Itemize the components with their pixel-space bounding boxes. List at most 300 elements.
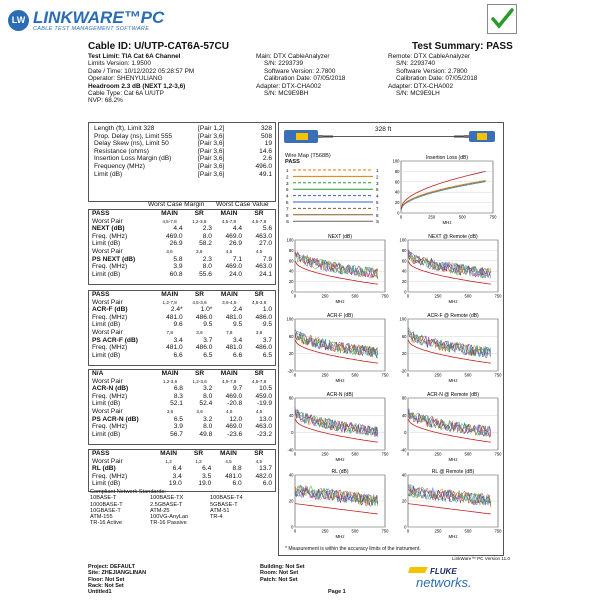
y-tick-label: 20 bbox=[401, 279, 407, 285]
standard-item bbox=[210, 520, 270, 526]
section-row bbox=[90, 465, 274, 473]
x-tick-label: 250 bbox=[321, 293, 329, 299]
row-label: Freq. (MHz) bbox=[92, 423, 128, 431]
linkware-logo: LINKWARE™PC bbox=[33, 8, 165, 27]
row-value: 3,6-4,5 bbox=[222, 299, 237, 305]
footer-room: Room: Not Set bbox=[260, 570, 299, 577]
row-value: 26.9 bbox=[169, 240, 183, 248]
section-row bbox=[90, 344, 274, 352]
chart bbox=[394, 232, 502, 306]
row-value: 7.1 bbox=[232, 255, 242, 263]
row-value: 4,5-7,8 bbox=[222, 378, 237, 384]
row-value: 8.0 bbox=[203, 392, 213, 400]
row-value: 52.4 bbox=[199, 400, 213, 408]
row-value: 13.7 bbox=[259, 465, 272, 473]
standard-item: ATM-51 bbox=[210, 507, 230, 514]
x-axis-label: MHz bbox=[442, 220, 452, 225]
basic-pair: [Pair 3,6] bbox=[198, 155, 225, 163]
row-value: 9.5 bbox=[203, 321, 213, 329]
section-column-header: SR bbox=[254, 291, 264, 298]
y-tick-label: 0 bbox=[291, 430, 294, 436]
chart-title: NEXT (dB) bbox=[327, 234, 353, 240]
wire-map-left-pin: 3 bbox=[286, 180, 289, 186]
main-software: Software Version: 2.7800 bbox=[264, 67, 336, 75]
row-value: 5.6 bbox=[262, 225, 272, 233]
row-value: 27.0 bbox=[259, 240, 272, 248]
row-label: Freq. (MHz) bbox=[92, 344, 128, 352]
y-tick-label: 60 bbox=[401, 258, 407, 264]
row-value: 60.8 bbox=[169, 270, 183, 278]
row-value: 3,6 bbox=[255, 329, 263, 335]
fluke-networks-logo bbox=[408, 565, 504, 587]
row-label: Limit (dB) bbox=[92, 400, 121, 408]
basic-row bbox=[92, 171, 274, 179]
row-value: 55.6 bbox=[199, 270, 212, 278]
network-standards bbox=[90, 489, 274, 527]
section-row bbox=[90, 385, 274, 393]
row-value: 13.0 bbox=[259, 415, 272, 423]
margin-section bbox=[88, 209, 276, 285]
x-axis-label: MHz bbox=[335, 299, 345, 304]
footer-project: Project: DEFAULT bbox=[88, 564, 135, 570]
row-value: 469.0 bbox=[166, 232, 183, 240]
row-label: Freq. (MHz) bbox=[92, 232, 128, 240]
summary-main-unit bbox=[256, 53, 345, 97]
basic-pair: [Pair 1,2] bbox=[198, 125, 225, 132]
y-tick-label: 40 bbox=[288, 472, 294, 478]
row-value: 4.4 bbox=[232, 225, 242, 233]
x-tick-label: 250 bbox=[428, 214, 436, 220]
section-row bbox=[90, 400, 274, 408]
row-value: 8.0 bbox=[202, 263, 212, 271]
x-tick-label: 0 bbox=[406, 372, 410, 378]
row-value: 1,2 bbox=[195, 458, 202, 464]
row-value: 3,6 bbox=[196, 408, 203, 414]
x-axis-label: MHz bbox=[335, 534, 345, 539]
row-value: 2.4* bbox=[170, 306, 183, 314]
basic-pair: [Pair 3,6] bbox=[198, 170, 225, 178]
row-label: ACR-F (dB) bbox=[92, 306, 128, 314]
chart-title: NEXT @ Remote (dB) bbox=[428, 234, 478, 240]
row-value: 1.0* bbox=[200, 306, 213, 314]
section-row bbox=[90, 299, 274, 307]
row-value: 5.8 bbox=[173, 255, 183, 263]
row-value: 8.3 bbox=[173, 392, 183, 400]
row-value: 3.7 bbox=[262, 336, 272, 344]
x-tick-label: 0 bbox=[399, 214, 403, 220]
limits-version: Limits Version: 1.9500 bbox=[88, 60, 151, 68]
networks-brand: networks. bbox=[416, 575, 472, 589]
cable-type: Cable Type: Cat 6A U/UTP bbox=[88, 90, 164, 98]
basic-pair: [Pair 3,6] bbox=[198, 147, 225, 155]
row-value: 481.0 bbox=[166, 344, 183, 352]
x-tick-label: 750 bbox=[381, 528, 389, 534]
wire-map-diagram bbox=[285, 165, 383, 225]
row-value: 9.5 bbox=[233, 321, 243, 329]
y-tick-label: 40 bbox=[394, 189, 400, 195]
x-tick-label: 250 bbox=[321, 451, 329, 457]
section-row bbox=[90, 225, 274, 233]
section-row bbox=[90, 248, 274, 256]
row-label: ACR-N (dB) bbox=[92, 385, 129, 393]
standards-grid bbox=[90, 495, 274, 526]
wire-map-right-pin: 1 bbox=[376, 168, 379, 173]
chart-title: Insertion Loss (dB) bbox=[426, 155, 468, 161]
y-tick-label: -20 bbox=[287, 368, 294, 374]
section-column-header: MAIN bbox=[220, 291, 238, 298]
x-tick-label: 750 bbox=[381, 451, 389, 457]
operator: Operator: SHENYULIANG bbox=[88, 75, 163, 83]
section-row bbox=[90, 408, 274, 416]
basic-row bbox=[92, 148, 274, 156]
row-value: 6.5 bbox=[262, 351, 272, 359]
row-value: 3.7 bbox=[203, 336, 213, 344]
row-value: 3.4 bbox=[172, 472, 182, 480]
row-value: 56.7 bbox=[170, 430, 183, 438]
row-value: 6.0 bbox=[232, 480, 242, 488]
basic-measurements-box bbox=[88, 122, 276, 202]
section-row bbox=[90, 233, 274, 241]
pass-check-icon bbox=[487, 4, 517, 34]
row-value: 486.0 bbox=[255, 344, 272, 352]
wire-map-title: Wire Map (T568B) bbox=[285, 153, 331, 159]
footer-building: Building: Not Set bbox=[260, 564, 305, 570]
standard-item: 1000BASE-T bbox=[90, 501, 123, 508]
main-adapter-sn: S/N: MC9E9BH bbox=[264, 90, 309, 98]
row-label: PS ACR-F (dB) bbox=[92, 336, 138, 344]
x-axis-label: MHz bbox=[448, 457, 458, 462]
x-tick-label: 500 bbox=[464, 293, 472, 299]
basic-row bbox=[92, 155, 274, 163]
row-value: 481.0 bbox=[225, 472, 242, 480]
margin-section bbox=[88, 290, 276, 366]
chart bbox=[394, 390, 502, 464]
row-value: 6.5 bbox=[203, 351, 213, 359]
x-tick-label: 0 bbox=[406, 293, 410, 299]
y-tick-label: 0 bbox=[291, 289, 294, 295]
row-value: 6.0 bbox=[262, 480, 272, 488]
row-value: 6.4 bbox=[172, 465, 182, 473]
chart bbox=[281, 311, 389, 385]
row-label: RL (dB) bbox=[92, 465, 116, 473]
x-tick-label: 750 bbox=[381, 372, 389, 378]
section-column-header: MAIN bbox=[161, 370, 179, 377]
y-tick-label: 20 bbox=[288, 498, 294, 504]
wire-map-right-pin: S bbox=[376, 219, 380, 225]
footer-page: Page 1 bbox=[328, 589, 346, 596]
remote-adapter: Adapter: DTX-CHA002 bbox=[388, 82, 453, 90]
main-unit: Main: DTX CableAnalyzer bbox=[256, 53, 330, 60]
chart bbox=[281, 390, 389, 464]
section-column-header: MAIN bbox=[161, 291, 179, 298]
row-label: Limit (dB) bbox=[92, 480, 121, 488]
x-tick-label: 500 bbox=[351, 451, 359, 457]
y-tick-label: 100 bbox=[399, 237, 407, 243]
wire-map-left-pin: 8 bbox=[286, 212, 289, 218]
section-row bbox=[90, 256, 274, 264]
section-column-header: MAIN bbox=[160, 450, 177, 457]
x-tick-label: 750 bbox=[494, 528, 502, 534]
row-label: NEXT (dB) bbox=[92, 225, 125, 233]
y-tick-label: 60 bbox=[394, 179, 400, 185]
section-row bbox=[90, 473, 274, 481]
standard-item: TR-16 Passive bbox=[150, 520, 187, 527]
row-label: Freq. (MHz) bbox=[92, 313, 128, 321]
row-label: Worst Pair bbox=[92, 328, 123, 336]
row-value: 4,5-7,8 bbox=[221, 218, 237, 224]
x-axis-label: MHz bbox=[448, 378, 458, 383]
y-tick-label: 40 bbox=[288, 412, 294, 418]
version-note: LinkWare™ PC Version 11.0 bbox=[452, 556, 510, 561]
section-row bbox=[90, 416, 274, 424]
basic-row bbox=[92, 125, 274, 133]
row-value: 3.2 bbox=[203, 385, 213, 393]
row-value: -19.9 bbox=[256, 400, 272, 408]
y-tick-label: -20 bbox=[400, 368, 407, 374]
wire-map-right-pin: 8 bbox=[376, 212, 379, 218]
row-value: 463.0 bbox=[255, 263, 272, 271]
row-value: 6.6 bbox=[173, 351, 183, 359]
section-row bbox=[90, 458, 274, 466]
standard-item: ATM-155 bbox=[90, 514, 113, 521]
row-value: 3.2 bbox=[203, 415, 213, 423]
y-tick-label: 100 bbox=[392, 158, 400, 164]
basic-label: Limit (dB) bbox=[94, 170, 123, 178]
section-column-header: SR bbox=[194, 210, 204, 217]
standard-item: 2.5GBASE-T bbox=[150, 501, 183, 508]
row-label: PS ACR-N (dB) bbox=[92, 415, 139, 423]
y-tick-label: 20 bbox=[401, 351, 407, 357]
row-label: Limit (dB) bbox=[92, 430, 121, 438]
y-tick-label: 0 bbox=[404, 524, 407, 530]
section-column-header: SR bbox=[254, 210, 264, 217]
x-tick-label: 250 bbox=[434, 293, 442, 299]
row-label: Worst Pair bbox=[92, 457, 123, 465]
row-value: 8.0 bbox=[202, 232, 212, 240]
footer-mid bbox=[260, 564, 346, 595]
footer-floor: Floor: Not Set bbox=[88, 576, 125, 583]
section-row bbox=[90, 352, 274, 360]
x-tick-label: 0 bbox=[293, 528, 297, 534]
row-value: 4,5 bbox=[255, 458, 263, 464]
row-value: 1,2-3,6 bbox=[162, 378, 178, 384]
chart bbox=[281, 467, 389, 541]
standard-item: 100VG-AnyLan bbox=[150, 514, 189, 521]
row-value: 486.0 bbox=[195, 313, 213, 321]
row-value: 7,8 bbox=[166, 329, 173, 335]
row-value: 1,2-3,6 bbox=[192, 378, 207, 384]
section-status: PASS bbox=[92, 210, 110, 217]
x-tick-label: 0 bbox=[406, 451, 410, 457]
nvp: NVP: 68.2% bbox=[88, 97, 123, 105]
row-value: 463.0 bbox=[255, 232, 272, 240]
section-column-header: SR bbox=[254, 450, 264, 457]
row-label: Limit (dB) bbox=[92, 240, 121, 248]
y-tick-label: 20 bbox=[394, 200, 400, 206]
wire-map-left-pin: 5 bbox=[286, 200, 289, 205]
row-label: Worst Pair bbox=[92, 247, 123, 255]
row-value: 486.0 bbox=[255, 313, 272, 321]
basic-value: 14.6 bbox=[259, 147, 272, 155]
row-value: 6.4 bbox=[202, 465, 212, 473]
basic-value: 328 bbox=[260, 125, 272, 132]
row-value: 9.7 bbox=[232, 385, 243, 393]
margin-section bbox=[88, 449, 276, 492]
wire-map bbox=[285, 153, 385, 226]
row-value: 3,6 bbox=[166, 248, 173, 254]
x-axis-label: MHz bbox=[448, 299, 458, 304]
x-tick-label: 0 bbox=[406, 528, 410, 534]
x-tick-label: 750 bbox=[494, 372, 502, 378]
row-value: 3.5 bbox=[202, 472, 212, 480]
row-value: 469.0 bbox=[225, 392, 243, 400]
section-row bbox=[90, 240, 274, 248]
row-value: 4,5 bbox=[226, 408, 233, 414]
x-tick-label: 250 bbox=[321, 372, 329, 378]
row-value: 10.5 bbox=[259, 385, 272, 393]
y-tick-label: 0 bbox=[291, 524, 294, 530]
chart-title: ACR-F @ Remote (dB) bbox=[427, 313, 479, 319]
section-column-header: MAIN bbox=[161, 210, 178, 217]
row-label: PS NEXT (dB) bbox=[92, 255, 136, 263]
section-row bbox=[90, 480, 274, 488]
basic-value: 19 bbox=[264, 140, 272, 148]
footer-file: Untitled1 bbox=[88, 589, 112, 596]
section-column-header: SR bbox=[194, 291, 205, 298]
row-value: 3.9 bbox=[173, 263, 183, 271]
y-tick-label: 80 bbox=[394, 168, 400, 174]
footer-site: Site: ZHEJIANGLINAN bbox=[88, 570, 147, 577]
basic-label: Delay Skew (ns), Limit 50 bbox=[94, 140, 169, 148]
x-tick-label: 750 bbox=[494, 293, 502, 299]
chart bbox=[281, 232, 389, 306]
wire-map-left-pin: 4 bbox=[286, 193, 289, 199]
row-value: 3,6 bbox=[166, 408, 174, 414]
x-tick-label: 500 bbox=[464, 528, 472, 534]
row-value: 9.5 bbox=[262, 321, 272, 329]
row-value: -20.8 bbox=[227, 400, 243, 408]
basic-measurements-table bbox=[92, 125, 274, 178]
remote-sn: S/N: 2293740 bbox=[396, 60, 436, 68]
cable-length-label: 328 ft bbox=[375, 126, 392, 133]
basic-label: Frequency (MHz) bbox=[94, 162, 145, 170]
y-tick-label: 40 bbox=[401, 472, 407, 478]
row-value: 481.0 bbox=[225, 344, 243, 352]
y-tick-label: 80 bbox=[401, 247, 407, 253]
row-value: 481.0 bbox=[225, 313, 243, 321]
x-tick-label: 750 bbox=[381, 293, 389, 299]
y-tick-label: 100 bbox=[399, 316, 407, 322]
basic-row bbox=[92, 133, 274, 141]
accuracy-note: * Measurement is within the accuracy limits of the instrument. bbox=[285, 546, 421, 552]
basic-label: Insertion Loss Margin (dB) bbox=[94, 155, 172, 163]
row-value: 4,5 bbox=[225, 458, 232, 464]
chart-title: RL (dB) bbox=[331, 469, 349, 475]
row-value: 4,5-3,6 bbox=[251, 299, 267, 305]
row-label: Freq. (MHz) bbox=[92, 263, 128, 271]
row-label: Freq. (MHz) bbox=[92, 392, 128, 400]
basic-label: Prop. Delay (ns), Limit 555 bbox=[94, 132, 173, 140]
section-column-header: MAIN bbox=[220, 450, 237, 457]
basic-value: 2.6 bbox=[262, 155, 272, 163]
test-summary: Test Summary: PASS bbox=[412, 41, 513, 52]
row-label: Limit (dB) bbox=[92, 270, 121, 278]
wire-map-left-pin: 1 bbox=[286, 168, 289, 173]
row-label: Worst Pair bbox=[92, 407, 123, 415]
basic-row bbox=[92, 163, 274, 171]
row-value: 4,5-7,8 bbox=[162, 218, 177, 224]
y-tick-label: 80 bbox=[288, 395, 294, 401]
row-value: 7,8 bbox=[226, 329, 233, 335]
section-status: PASS bbox=[92, 450, 110, 457]
row-value: 459.0 bbox=[255, 392, 272, 400]
wire-map-status: PASS bbox=[285, 159, 300, 165]
section-column-header: SR bbox=[254, 370, 264, 377]
basic-label: Resistance (ohms) bbox=[94, 147, 149, 155]
row-value: 4.4 bbox=[173, 225, 183, 233]
row-value: 4,5 bbox=[255, 408, 263, 414]
footer-rack: Rack: Not Set bbox=[88, 582, 124, 589]
remote-adapter-sn: S/N: MC9E9LH bbox=[396, 90, 440, 98]
row-value: 26.9 bbox=[229, 240, 242, 248]
standard-item: 5GBASE-T bbox=[210, 501, 238, 508]
section-row bbox=[90, 393, 274, 401]
chart bbox=[387, 153, 497, 227]
wire-map-right-pin: 4 bbox=[376, 193, 379, 199]
test-limit: Test Limit: TIA Cat 6A Channel bbox=[88, 53, 181, 60]
plot-area bbox=[401, 161, 493, 213]
section-row bbox=[90, 337, 274, 345]
row-label: Worst Pair bbox=[92, 377, 123, 385]
row-value: -23.2 bbox=[256, 430, 272, 438]
x-tick-label: 500 bbox=[351, 293, 359, 299]
x-axis-label: MHz bbox=[335, 457, 345, 462]
y-tick-label: 0 bbox=[404, 430, 407, 436]
remote-unit: Remote: DTX CableAnalyzer bbox=[388, 53, 471, 60]
remote-software: Software Version: 2.7800 bbox=[396, 67, 468, 75]
y-tick-label: 40 bbox=[401, 412, 407, 418]
row-label: Worst Pair bbox=[92, 298, 123, 306]
date-time: Date / Time: 10/12/2022 05:28:57 PM bbox=[88, 67, 195, 75]
row-value: 2.3 bbox=[202, 225, 212, 233]
row-value: 4,5-3,6 bbox=[192, 299, 207, 305]
basic-row bbox=[92, 140, 274, 148]
report-header bbox=[0, 0, 600, 40]
chart-title: RL @ Remote (dB) bbox=[431, 469, 475, 475]
x-tick-label: 0 bbox=[293, 372, 297, 378]
basic-pair: [Pair 3,6] bbox=[198, 140, 225, 148]
row-value: 9.6 bbox=[173, 321, 183, 329]
row-label: Limit (dB) bbox=[92, 321, 121, 329]
y-tick-label: 0 bbox=[404, 289, 407, 295]
summary-remote-unit bbox=[388, 53, 477, 97]
y-tick-label: 60 bbox=[401, 333, 407, 339]
standard-item: 100BASE-T4 bbox=[210, 495, 243, 502]
wire-map-left-pin: 6 bbox=[286, 187, 289, 193]
fluke-brand: FLUKE bbox=[430, 567, 457, 576]
footer-left bbox=[88, 564, 146, 595]
chart bbox=[394, 467, 502, 541]
wire-map-right-pin: 7 bbox=[376, 206, 379, 212]
row-value: 6.5 bbox=[173, 415, 183, 423]
row-value: 463.0 bbox=[255, 423, 272, 431]
section-row bbox=[90, 271, 274, 279]
row-label: Worst Pair bbox=[92, 217, 123, 225]
basic-label: Length (ft), Limit 328 bbox=[94, 125, 155, 132]
section-row bbox=[90, 306, 274, 314]
basic-value: 496.0 bbox=[255, 162, 272, 170]
basic-value: 49.1 bbox=[259, 170, 272, 178]
